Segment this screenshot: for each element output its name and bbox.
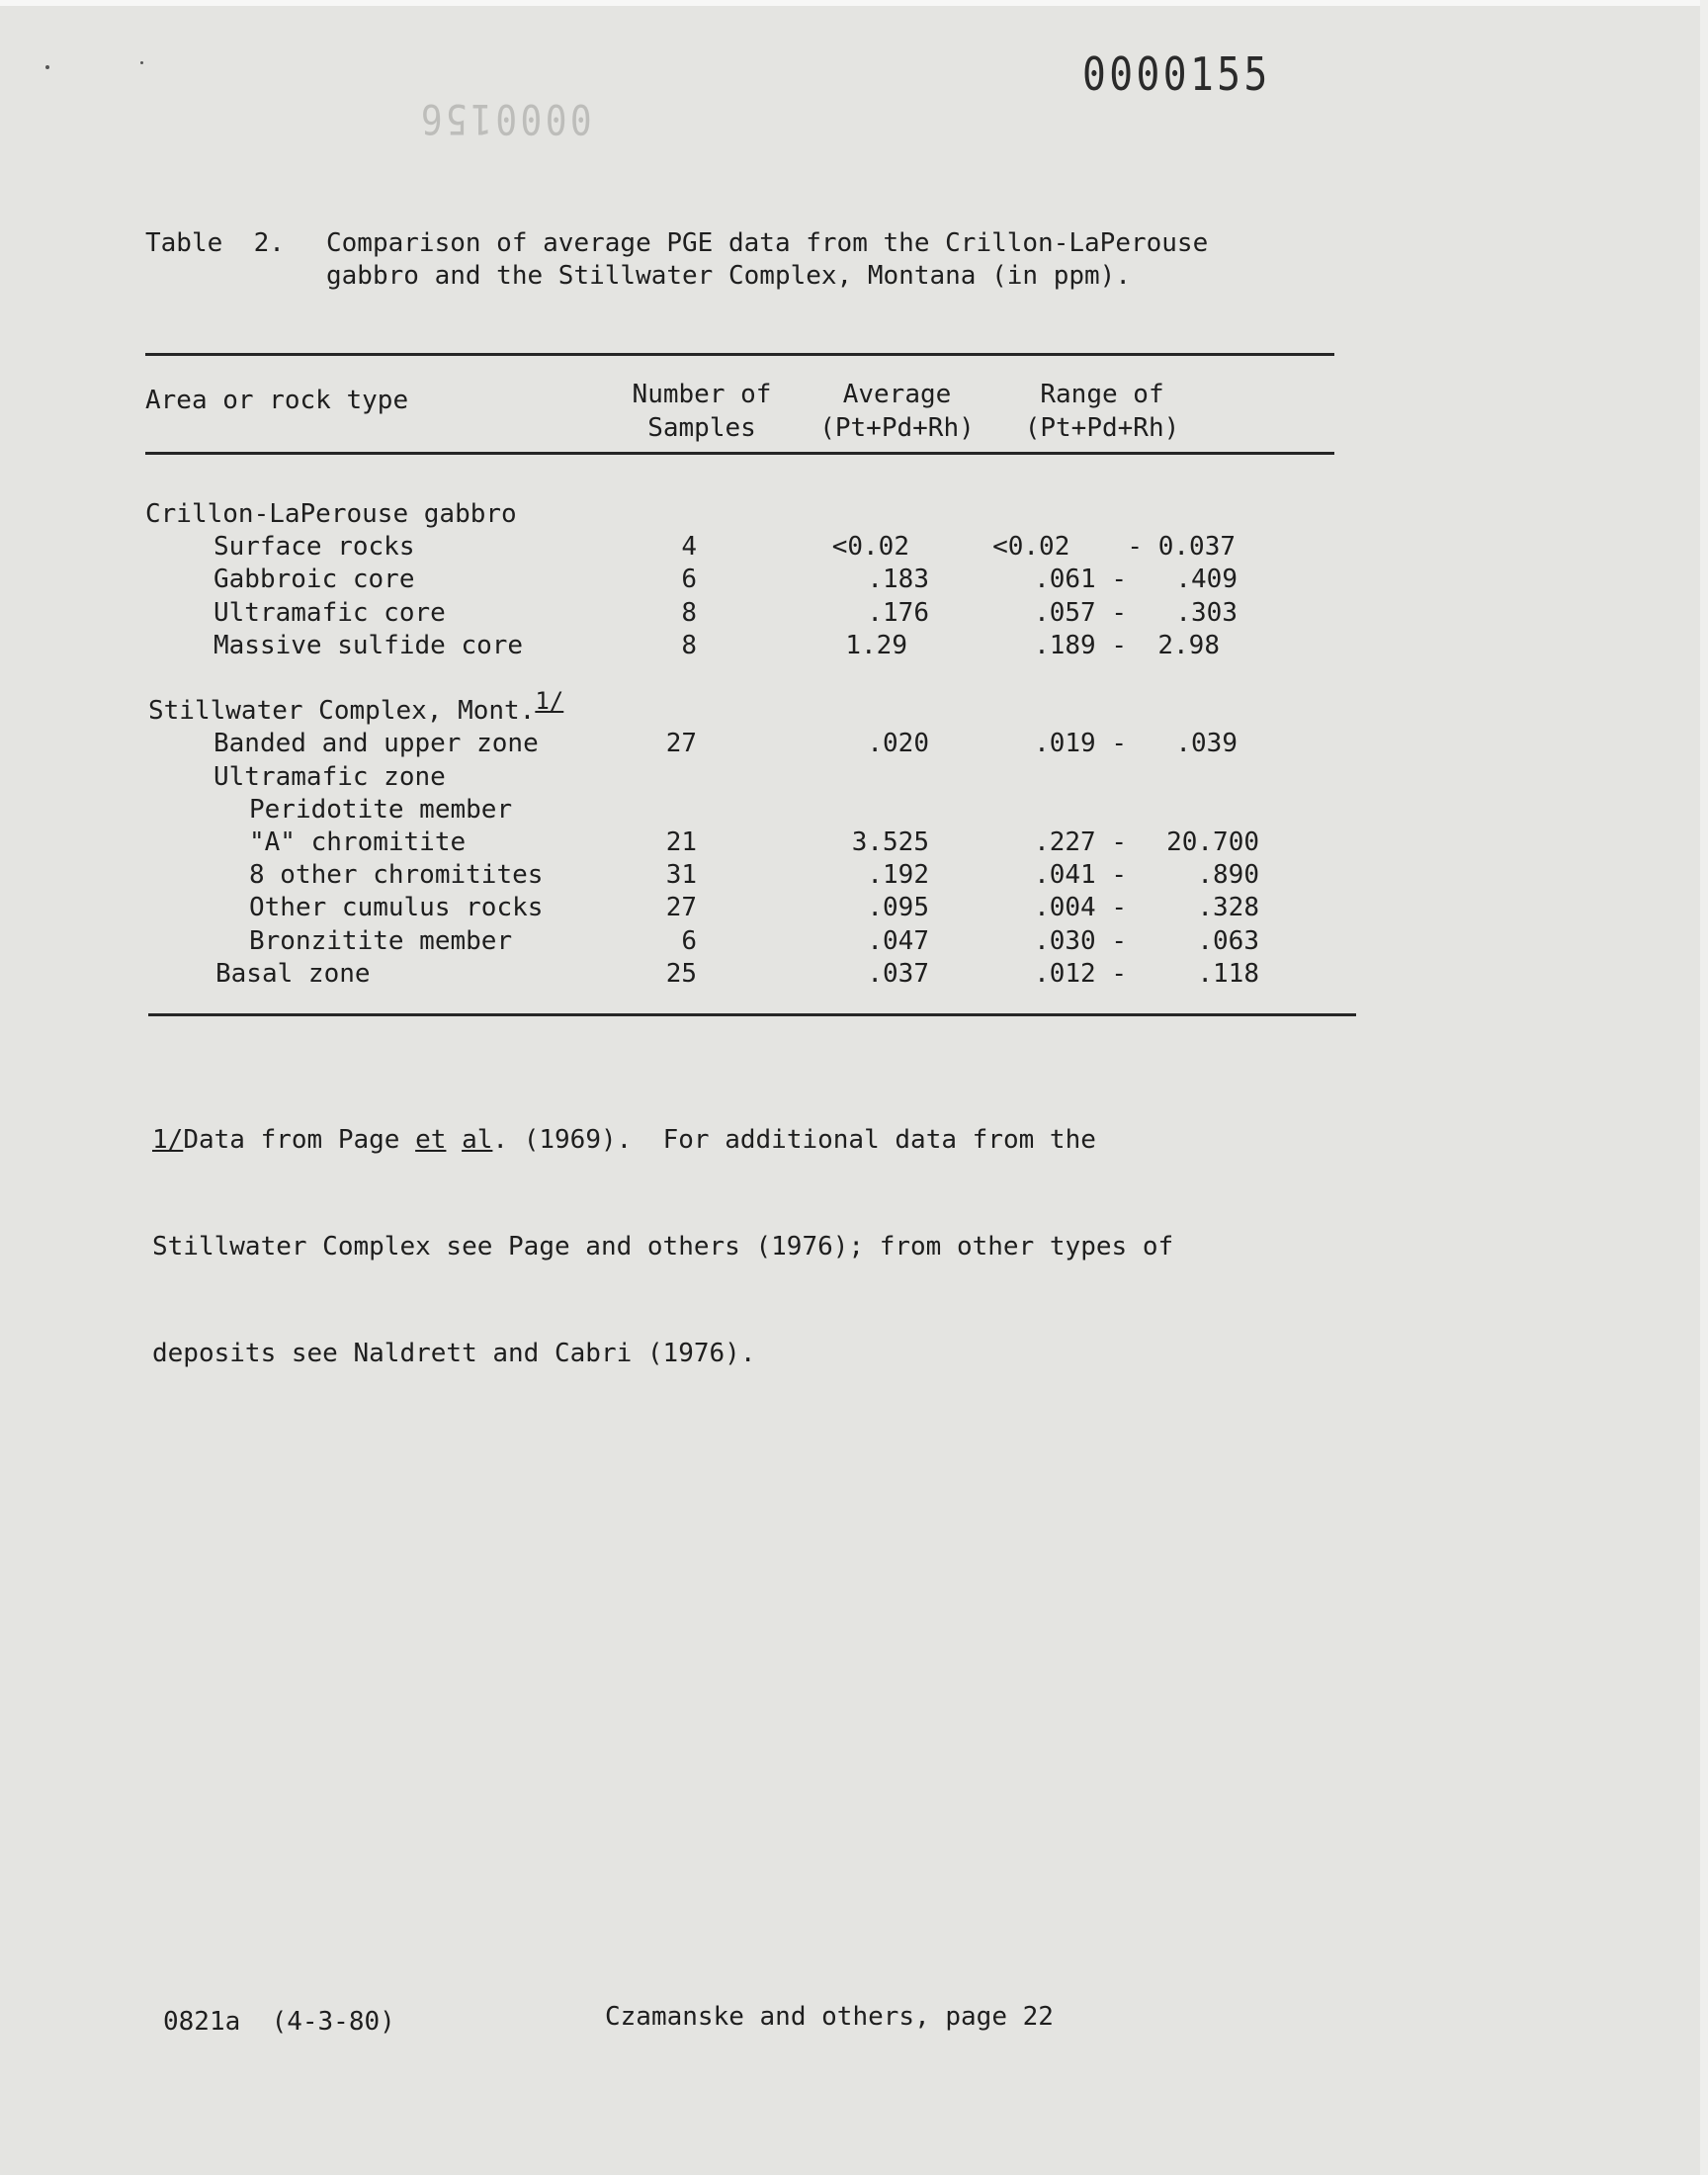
cell-average: .176 xyxy=(867,598,929,628)
table-row xyxy=(0,530,1708,564)
cell-samples: 4 xyxy=(681,532,697,562)
row-label: Bronzitite member xyxy=(249,926,513,956)
cell-range-high: .409 xyxy=(1175,565,1238,594)
cell-range-high: .039 xyxy=(1175,729,1238,758)
header-avg-line-2: (Pt+Pd+Rh) xyxy=(819,413,975,443)
cell-range-low: .030 - xyxy=(1034,926,1127,956)
row-label: "A" chromitite xyxy=(249,827,467,857)
table-footnote xyxy=(152,1051,1173,1407)
footnote-space xyxy=(446,1125,462,1155)
cell-samples: 25 xyxy=(665,959,697,989)
header-n-line-1: Number of xyxy=(632,380,772,409)
table-row xyxy=(0,924,1708,958)
row-label: Other cumulus rocks xyxy=(249,893,544,922)
cell-range-high: .890 xyxy=(1197,860,1259,890)
footnote-reference: 1/ xyxy=(535,687,564,715)
header-number-of-samples xyxy=(613,378,791,445)
table-row xyxy=(0,891,1708,924)
header-area: Area or rock type xyxy=(145,386,409,415)
group-label: Crillon-LaPerouse gabbro xyxy=(145,499,517,529)
row-label: Gabbroic core xyxy=(214,565,415,594)
footnote-line-3: deposits see Naldrett and Cabri (1976). xyxy=(152,1339,756,1368)
cell-average: .192 xyxy=(867,860,929,890)
table-row xyxy=(0,826,1708,859)
bleed-through-number: 0000156 xyxy=(417,95,592,143)
cell-range-low: .019 - xyxy=(1034,729,1127,758)
cell-range-high: .063 xyxy=(1197,926,1259,956)
table-row xyxy=(0,858,1708,892)
page-edge-right xyxy=(1700,0,1708,2175)
cell-average: .047 xyxy=(867,926,929,956)
cell-samples: 31 xyxy=(665,860,697,890)
header-range-line-1: Range of xyxy=(1040,380,1164,409)
row-label: Massive sulfide core xyxy=(214,631,524,660)
cell-samples: 21 xyxy=(665,827,697,857)
table-row xyxy=(0,629,1708,662)
footer-page: Czamanske and others, page 22 xyxy=(605,2002,1054,2032)
scan-speck xyxy=(45,65,49,69)
table-row xyxy=(0,760,1708,794)
cell-range-low: .189 - xyxy=(1034,631,1127,660)
footnote-line-1 xyxy=(152,1122,1173,1158)
row-label: Basal zone xyxy=(215,959,371,989)
cell-average: .037 xyxy=(867,959,929,989)
table-caption xyxy=(145,227,1208,293)
cell-samples: 8 xyxy=(681,631,697,660)
cell-samples: 6 xyxy=(681,926,697,956)
document-number: 0000155 xyxy=(1082,47,1271,101)
cell-average: .020 xyxy=(867,729,929,758)
row-label: Ultramafic zone xyxy=(214,762,446,792)
footnote-text: Data from Page xyxy=(183,1125,416,1155)
table-top-rule xyxy=(145,353,1334,356)
group-heading-row xyxy=(0,497,1708,531)
row-label: Peridotite member xyxy=(249,795,513,825)
cell-average: 3.525 xyxy=(851,827,929,857)
footnote-mark: 1/ xyxy=(152,1125,184,1155)
row-label: Surface rocks xyxy=(214,532,415,562)
cell-range-high: .328 xyxy=(1197,893,1259,922)
group-label-wrap xyxy=(148,687,564,728)
header-avg-line-1: Average xyxy=(842,380,952,409)
page-edge xyxy=(0,0,1708,6)
cell-average: .183 xyxy=(867,565,929,594)
cell-samples: 8 xyxy=(681,598,697,628)
header-range xyxy=(1003,378,1201,445)
table-row xyxy=(0,727,1708,760)
caption-line-2: gabbro and the Stillwater Complex, Montana (in ppm). xyxy=(326,261,1131,291)
cell-range-low: .012 - xyxy=(1034,959,1127,989)
table-row xyxy=(0,563,1708,596)
cell-range-low: .041 - xyxy=(1034,860,1127,890)
header-average xyxy=(791,378,1003,445)
table-row xyxy=(0,957,1708,991)
table-row xyxy=(0,793,1708,826)
row-label: Ultramafic core xyxy=(214,598,446,628)
cell-range-low: .227 - xyxy=(1034,827,1127,857)
footnote-text: . (1969). For additional data from the xyxy=(492,1125,1096,1155)
cell-range-high: 2.98 xyxy=(1157,631,1220,660)
row-label: Banded and upper zone xyxy=(214,729,539,758)
header-n-line-2: Samples xyxy=(647,413,756,443)
cell-range-low: .004 - xyxy=(1034,893,1127,922)
cell-range-high: 20.700 xyxy=(1166,827,1259,857)
cell-range-high: .303 xyxy=(1175,598,1238,628)
row-label: 8 other chromitites xyxy=(249,860,544,890)
cell-range-low: .061 - xyxy=(1034,565,1127,594)
footer-code: 0821a (4-3-80) xyxy=(163,2007,395,2037)
caption-label: Table 2. xyxy=(145,228,285,258)
cell-average: .095 xyxy=(867,893,929,922)
cell-range-low: .057 - xyxy=(1034,598,1127,628)
caption-line-1: Comparison of average PGE data from the Crillon-LaPerouse xyxy=(326,228,1209,258)
table-row xyxy=(0,596,1708,630)
group-label: Stillwater Complex, Mont. xyxy=(148,696,536,726)
cell-average: 1.29 xyxy=(845,631,907,660)
caption-indent xyxy=(145,260,326,293)
cell-samples: 27 xyxy=(665,893,697,922)
cell-samples: 27 xyxy=(665,729,697,758)
cell-average: <0.02 xyxy=(831,532,909,562)
footnote-line-2: Stillwater Complex see Page and others (1976); from other types of xyxy=(152,1232,1174,1262)
group-heading-row xyxy=(0,687,1708,728)
footnote-et: et xyxy=(415,1125,447,1155)
cell-range-high: .118 xyxy=(1197,959,1259,989)
cell-range-low: <0.02 xyxy=(992,532,1085,562)
table-bottom-rule xyxy=(148,1013,1356,1016)
header-range-line-2: (Pt+Pd+Rh) xyxy=(1024,413,1180,443)
table-header-rule xyxy=(145,452,1334,455)
cell-samples: 6 xyxy=(681,565,697,594)
cell-range-high: - 0.037 xyxy=(1127,532,1236,562)
scan-speck xyxy=(140,61,143,64)
footnote-al: al xyxy=(462,1125,493,1155)
